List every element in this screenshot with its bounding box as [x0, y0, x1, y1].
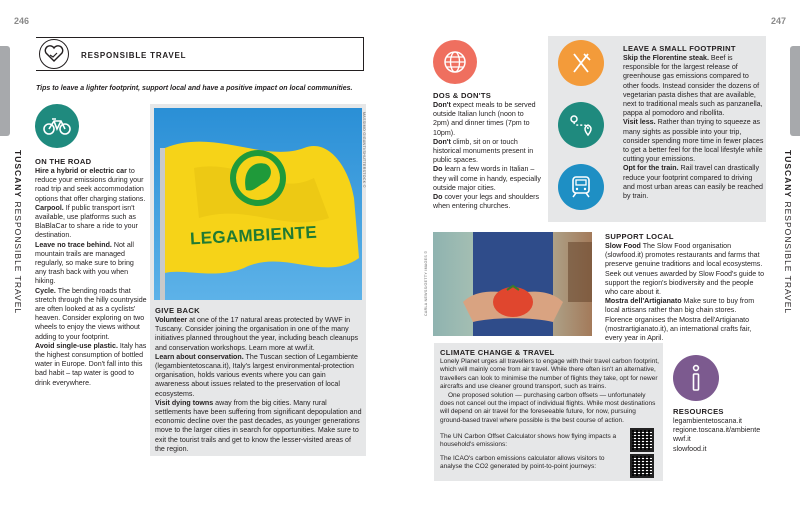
running-head-right: [783, 150, 793, 314]
globe-icon: [433, 40, 477, 84]
resource-link[interactable]: slowfood.it: [673, 444, 707, 453]
page-number-left: 246: [14, 16, 30, 26]
list-item: Visit less. Rather than trying to squeeze as many sights as possible into your trip, consider spending more time in fewer places to get a better feel for the local lifestyle while cutting your emissions.: [623, 118, 764, 164]
list-item: Skip the Florentine steak. Beef is responsible for the largest release of greenhouse gas emissions compared to other foods. Instead consider the dozens of vegetarian pasta dishes that are available, next to traditional meals such as panzanella, pappa al pomodoro and ribollita.: [623, 54, 763, 118]
qr-code-un[interactable]: [630, 428, 654, 452]
running-head-region-right: TUSCANY: [783, 150, 793, 199]
list-item: Mostra dell'Artigianato Make sure to buy from local artisans rather than big chain stores. Florence organises the Mostra dell'Artigianato (mostrartigianato.it), an international crafts fair, every year in April.: [605, 297, 755, 343]
paragraph: Lonely Planet urges all travellers to engage with their travel carbon footprint, which will mainly come from air travel. While there often isn't an alternative, travellers can look to minimise the number of flights they take, opt for newer aircrafts and use cleaner ground transport, such as trains.: [440, 358, 659, 391]
resources-list: [673, 417, 773, 454]
on-the-road-heading: ON THE ROAD: [35, 157, 92, 166]
handshake-heart-icon: [39, 39, 69, 69]
page-title: RESPONSIBLE TRAVEL: [81, 51, 187, 60]
list-item: Leave no trace behind. Not all mountain trails are managed regularly, so make sure to bring any trash back with you when hiking.: [35, 240, 134, 286]
running-head-title-right: RESPONSIBLE TRAVEL: [783, 201, 793, 315]
intro-text: Tips to leave a lighter footprint, support local and have a positive impact on local communities.: [36, 85, 353, 92]
on-the-road-body: [35, 167, 147, 388]
flag-photo: [154, 108, 362, 300]
qr-code-icao[interactable]: [630, 454, 654, 478]
running-head-left: [13, 150, 23, 314]
info-icon: [673, 355, 719, 401]
tomato-photo-credit: CARLA NEWSS/GETTY IMAGES ©: [424, 250, 428, 316]
side-tab-right: [790, 46, 800, 136]
un-calculator-text: The UN Carbon Offset Calculator shows how flying impacts a household's emissions:: [440, 433, 617, 449]
list-item: Don't climb, sit on or touch historical monuments present in public spaces.: [433, 137, 534, 165]
support-local-body: [605, 242, 765, 343]
running-head-region: TUSCANY: [13, 150, 23, 199]
list-item: Do cover your legs and shoulders when entering churches.: [433, 193, 540, 211]
climate-body: [440, 358, 659, 425]
list-item: Do learn a few words in Italian – they will come in handy, especially outside major cities.: [433, 165, 541, 192]
list-item: Avoid single-use plastic. Italy has the highest consumption of bottled water in Europe. Don't fall into this bad habit – tap water is good to drink everywhere.: [35, 341, 147, 387]
climate-heading: CLIMATE CHANGE & TRAVEL: [440, 348, 555, 357]
tomato-photo: [433, 232, 592, 336]
give-back-body: [155, 316, 362, 454]
list-item: Carpool. If public transport isn't available, use platforms such as BlaBlaCar to share a ride to your destination.: [35, 203, 138, 240]
page-number-right: 247: [771, 16, 787, 26]
flag-photo-credit: MASSIMO GIGANTI/SHUTTERSTOCK ©: [362, 112, 366, 188]
dos-donts-body: [433, 101, 541, 211]
route-map-icon: [558, 102, 604, 148]
list-item: Slow Food The Slow Food organisation (slowfood.it) promotes restaurants and farms that preserve genuine traditions and local ecosystems. Seek out venues awarded by Slow Food's guide to support the region's biodiversity and the people who care about it.: [605, 242, 765, 297]
running-head-title: RESPONSIBLE TRAVEL: [13, 201, 23, 315]
icao-calculator-text: The ICAO's carbon emissions calculator allows visitors to analyse the CO2 generated by point-to-point journeys:: [440, 455, 605, 471]
resources-heading: RESOURCES: [673, 407, 724, 416]
give-back-heading: GIVE BACK: [155, 306, 200, 315]
list-item: Visit dying towns away from the big cities. Many rural settlements have been suffering from significant depopulation and economic decline over the past decades, as younger generations move to the larger cities in search for opportunities. Make sure to exit the tourist trails and get to know the lesser-visited areas of the region.: [155, 398, 362, 453]
list-item: Volunteer at one of the 17 natural areas protected by WWF in Tuscany. Consider joining the organisation in one of the many initiatives planned throughout the year, including beach cleanups and conservation workshops. Learn more at wwf.it.: [155, 316, 359, 352]
list-item: Cycle. The bending roads that stretch through the hilly countryside are often looked at as a cyclists' heaven. Consider exploring on two wheels to enjoy the views without adding to your footprint.: [35, 286, 147, 341]
list-item: Hire a hybrid or electric car to reduce your emissions during your road trip and seek accommodation options that offer charging stations.: [35, 167, 146, 203]
support-local-heading: SUPPORT LOCAL: [605, 232, 674, 241]
resource-link[interactable]: wwf.it: [673, 435, 691, 444]
list-item: Opt for the train. Rail travel can drastically reduce your footprint compared to driving and most urban areas can easily be reached by train.: [623, 164, 763, 201]
fork-knife-icon: [558, 40, 604, 86]
side-tab-left: [0, 46, 10, 136]
paragraph: One proposed solution — purchasing carbon offsets — unfortunately does not cancel out the impact of individual flights. While most destinations will depend on air travel for the foreseeable future, for now, pursuing ground-based travel where possible is the best course of action.: [440, 391, 656, 424]
train-icon: [558, 164, 604, 210]
resource-link[interactable]: regione.toscana.it/ambiente: [673, 426, 761, 435]
dos-donts-heading: DOS & DON'TS: [433, 91, 492, 100]
bicycle-icon: [35, 104, 79, 148]
small-footprint-body: [623, 54, 764, 201]
resource-link[interactable]: legambientetoscana.it: [673, 417, 743, 425]
list-item: Don't expect meals to be served outside Italian lunch (noon to 2pm) and dinner times (7pm to 10pm).: [433, 101, 536, 137]
list-item: Learn about conservation. The Tuscan section of Legambiente (legambientetoscana.it), Italy's largest environmental-protection organisation, holds various events where you can gain awareness about issues related to the preservation of local ecosystems.: [155, 352, 358, 398]
small-footprint-heading: LEAVE A SMALL FOOTPRINT: [623, 44, 736, 53]
flag-text: LEGAMBIENTE: [189, 222, 318, 249]
